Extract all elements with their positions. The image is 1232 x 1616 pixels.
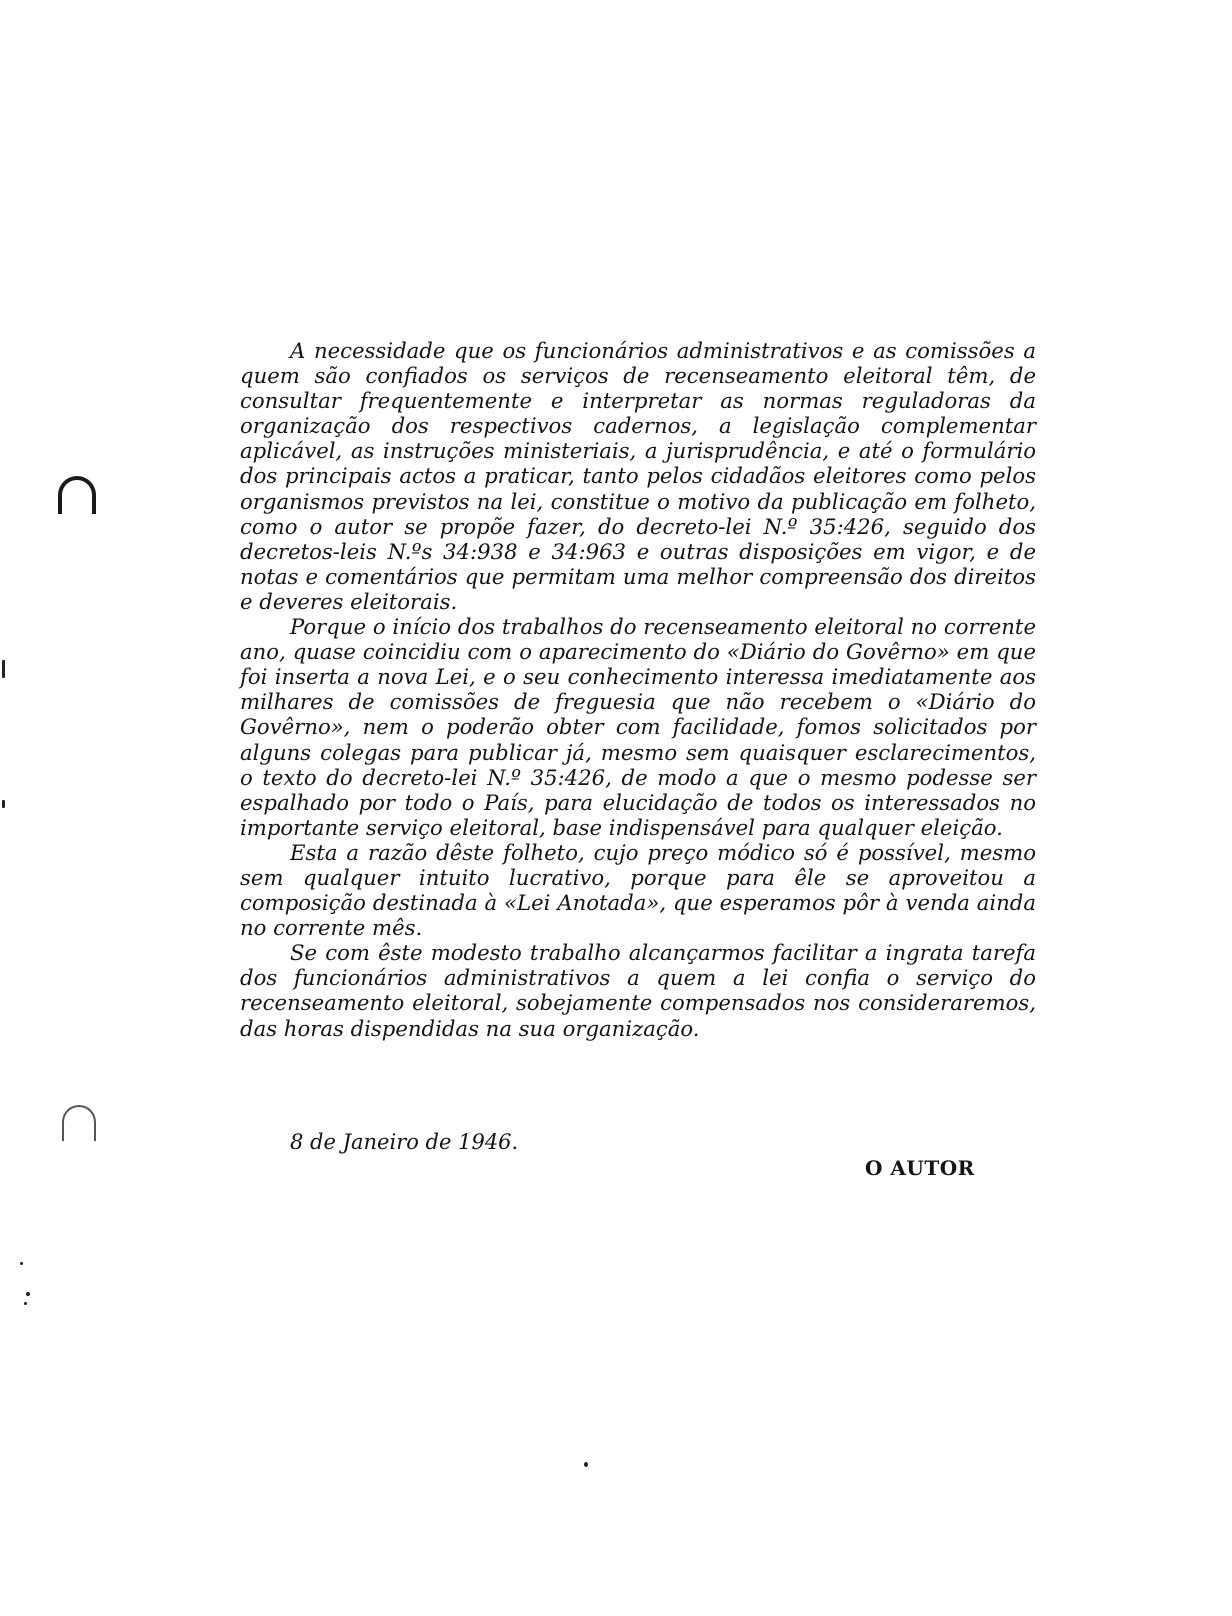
scan-speck xyxy=(2,800,5,808)
punch-hole-mark xyxy=(62,1105,96,1141)
author-signature: O AUTOR xyxy=(865,1156,975,1180)
paragraph: Porque o início dos trabalhos do recenseamento eleitoral no corrente ano, quase coincidiu com o aparecimento do «Diário do Govêrno» em que foi inserta a nova Lei, e o seu conhecimento interessa imediatamente aos milhares de comissões de freguesia que não recebem o «Diário do Govêrno», nem o poderão obter com facilidade, fomos solicitados por alguns colegas para publicar já, mesmo sem quaisquer esclarecimentos, o texto do decreto-lei N.º 35:426, de modo a que o mesmo podesse ser espalhado por todo o País, para elucidação de todos os interessados no importante serviço eleitoral, base indispensável para qualquer eleição. xyxy=(240,614,1036,840)
scan-speck xyxy=(2,660,5,678)
paragraph: Esta a razão dêste folheto, cujo preço módico só é possível, mesmo sem qualquer intuito lucrativo, porque para êle se aproveitou a composição destinada à «Lei Anotada», que esperamos pôr à venda ainda no corrente mês. xyxy=(240,839,1036,941)
paragraph: A necessidade que os funcionários administrativos e as comissões a quem são confiados os serviços de recenseamento eleitoral têm, de consultar frequentemente e interpretar as normas reguladoras da organização dos respectivos cadernos, a legislação complementar aplicável, as instruções ministeriais, a jurisprudência, e até o formulário dos principais actos a praticar, tanto pelos cidadãos eleitores como pelos organismos previstos na lei, constitue o motivo da publicação em folheto, como o autor se propõe fazer, do decreto-lei N.º 35:426, seguido dos decretos-leis N.ºs 34:938 e 34:963 e outras disposições em vigor, e de notas e comentários que permitam uma melhor compreensão dos direitos e deveres eleitorais. xyxy=(240,338,1036,614)
scan-speck xyxy=(24,1302,27,1305)
preface-text xyxy=(240,338,1036,1041)
scan-speck xyxy=(584,1462,588,1467)
paragraph: Se com êste modesto trabalho alcançarmos facilitar a ingrata tarefa dos funcionários administrativos a quem a lei confia o serviço do recenseamento eleitoral, sobejamente compensados nos consideraremos, das horas dispendidas na sua organização. xyxy=(240,940,1036,1041)
scan-speck xyxy=(20,1262,23,1265)
scan-speck xyxy=(26,1292,30,1296)
date-line: 8 de Janeiro de 1946. xyxy=(290,1130,519,1154)
punch-hole-mark xyxy=(58,476,96,514)
